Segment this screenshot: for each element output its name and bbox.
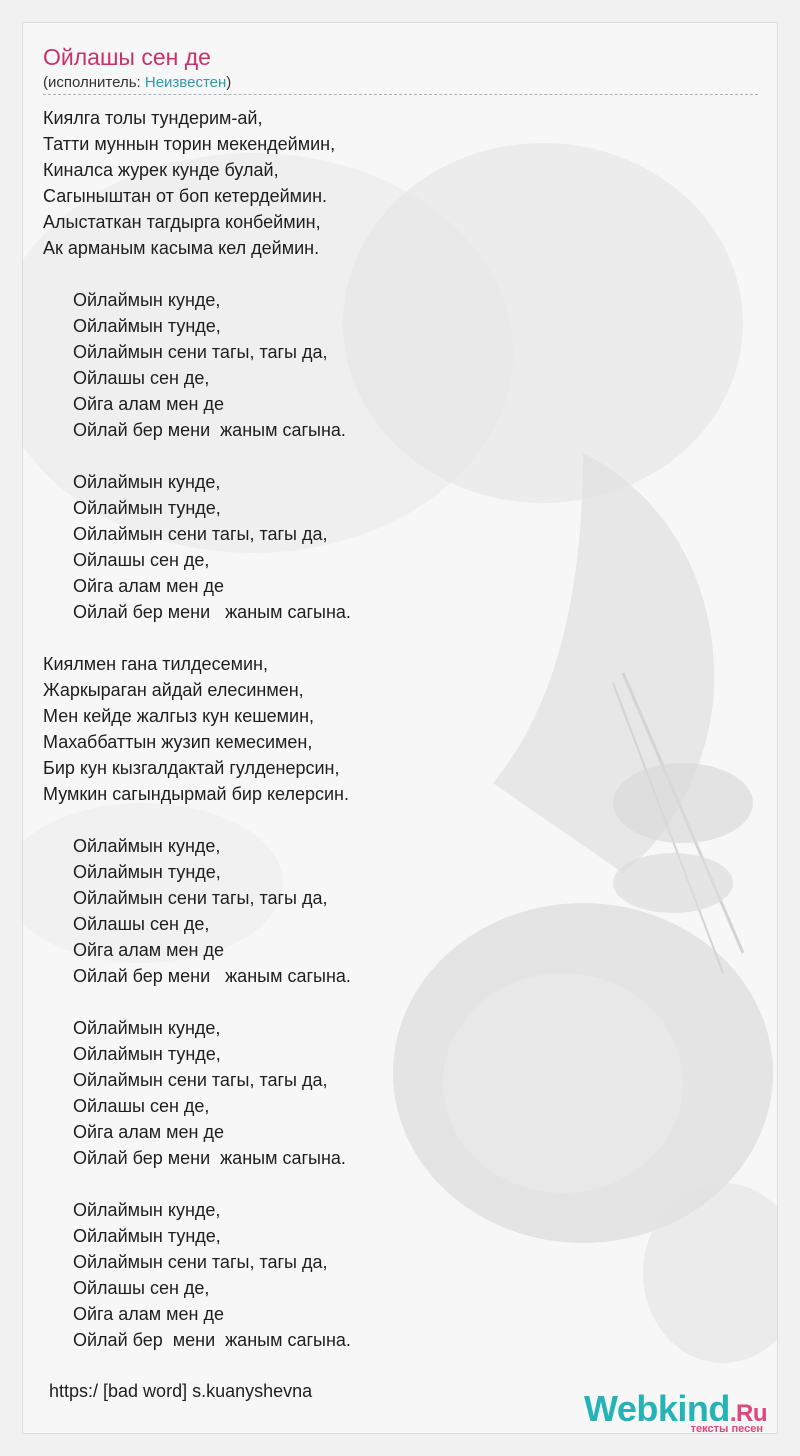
lyric-line: Ойга алам мен де <box>73 1122 224 1142</box>
lyric-line: Ойлаймын сени тагы, тагы да, <box>73 524 328 544</box>
lyric-line: Ойлай бер мени жаным сагына. <box>73 966 351 986</box>
lyric-line: Алыстаткан тагдырга конбеймин, <box>43 212 321 232</box>
lyric-line: Ойга алам мен де <box>73 940 224 960</box>
lyric-line: Ойлаймын кунде, <box>73 836 221 856</box>
lyric-line: Ойлашы сен де, <box>73 550 210 570</box>
lyric-line: Ойлай бер мени жаным сагына. <box>73 1148 346 1168</box>
lyric-line: Мен кейде жалгыз кун кешемин, <box>43 706 315 726</box>
source-footnote: https:/ [bad word] s.kuanyshevna <box>49 1381 313 1401</box>
lyric-line: Сагыныштан от боп кетердеймин. <box>43 186 328 206</box>
lyric-line: Ойлай бер мени жаным сагына. <box>73 1330 351 1350</box>
lyrics-stanza-verse <box>43 651 743 807</box>
lyrics-stanza-chorus <box>43 1015 743 1171</box>
lyrics-stanza-chorus <box>43 1197 743 1353</box>
brand-tagline: тексты песен <box>690 1423 763 1434</box>
lyric-line: Ойга алам мен де <box>73 394 224 414</box>
artist-suffix: ) <box>226 74 232 91</box>
lyrics-stanza-chorus <box>43 833 743 989</box>
lyric-line: Мумкин сагындырмай бир келерсин. <box>43 784 349 804</box>
song-title: Ойлашы сен де <box>43 44 211 70</box>
lyric-line: Ойлаймын сени тагы, тагы да, <box>73 1252 328 1272</box>
lyric-line: Ойлаймын тунде, <box>73 862 221 882</box>
artist-line <box>43 73 231 93</box>
lyric-line: Ойлаймын тунде, <box>73 1044 221 1064</box>
lyric-line: Ойлай бер мени жаным сагына. <box>73 602 351 622</box>
lyric-line: Ойлаймын сени тагы, тагы да, <box>73 888 328 908</box>
lyric-line: Татти муннын торин мекендеймин, <box>43 134 336 154</box>
lyric-line: Киналса журек кунде булай, <box>43 160 279 180</box>
title-divider <box>43 94 758 95</box>
lyric-line: Ойлаймын сени тагы, тагы да, <box>73 1070 328 1090</box>
lyric-line: Ойлай бер мени жаным сагына. <box>73 420 346 440</box>
lyrics-stanza-chorus <box>43 469 743 625</box>
brand-name: Webkind <box>583 1388 730 1429</box>
lyric-line: Ойлаймын тунде, <box>73 316 221 336</box>
lyric-line: Ойлашы сен де, <box>73 368 210 388</box>
lyric-line: Ойлаймын кунде, <box>73 290 221 310</box>
lyric-line: Ойлаймын кунде, <box>73 472 221 492</box>
lyric-line: Бир кун кызгалдактай гулденерсин, <box>43 758 340 778</box>
lyrics-stanza-chorus <box>43 287 743 443</box>
lyric-line: Киялга толы тундерим-ай, <box>43 108 263 128</box>
artist-link[interactable]: Неизвестен <box>144 74 227 91</box>
lyric-line: Жаркыраган айдай елесинмен, <box>43 680 304 700</box>
lyric-line: Махаббаттын жузип кемесимен, <box>43 732 313 752</box>
lyric-line: Ойлаймын тунде, <box>73 1226 221 1246</box>
lyric-line: Ойлашы сен де, <box>73 1096 210 1116</box>
lyric-line: Ойлаймын кунде, <box>73 1018 221 1038</box>
lyrics-body <box>43 105 743 1379</box>
artist-prefix: (исполнитель: <box>43 74 145 91</box>
lyric-line: Ойга алам мен де <box>73 576 224 596</box>
lyric-line: Киялмен гана тилдесемин, <box>43 654 268 674</box>
lyric-line: Ойлаймын тунде, <box>73 498 221 518</box>
lyric-line: Ойлашы сен де, <box>73 1278 210 1298</box>
lyrics-stanza-verse <box>43 105 743 261</box>
lyric-line: Ойлашы сен де, <box>73 914 210 934</box>
brand-logo[interactable] <box>583 1388 767 1434</box>
lyrics-card <box>22 22 778 1434</box>
lyric-line: Ойга алам мен де <box>73 1304 224 1324</box>
lyric-line: Ойлаймын сени тагы, тагы да, <box>73 342 328 362</box>
lyric-line: Ак арманым касыма кел деймин. <box>43 238 320 258</box>
brand-tld: .Ru <box>729 1400 767 1427</box>
lyric-line: Ойлаймын кунде, <box>73 1200 221 1220</box>
